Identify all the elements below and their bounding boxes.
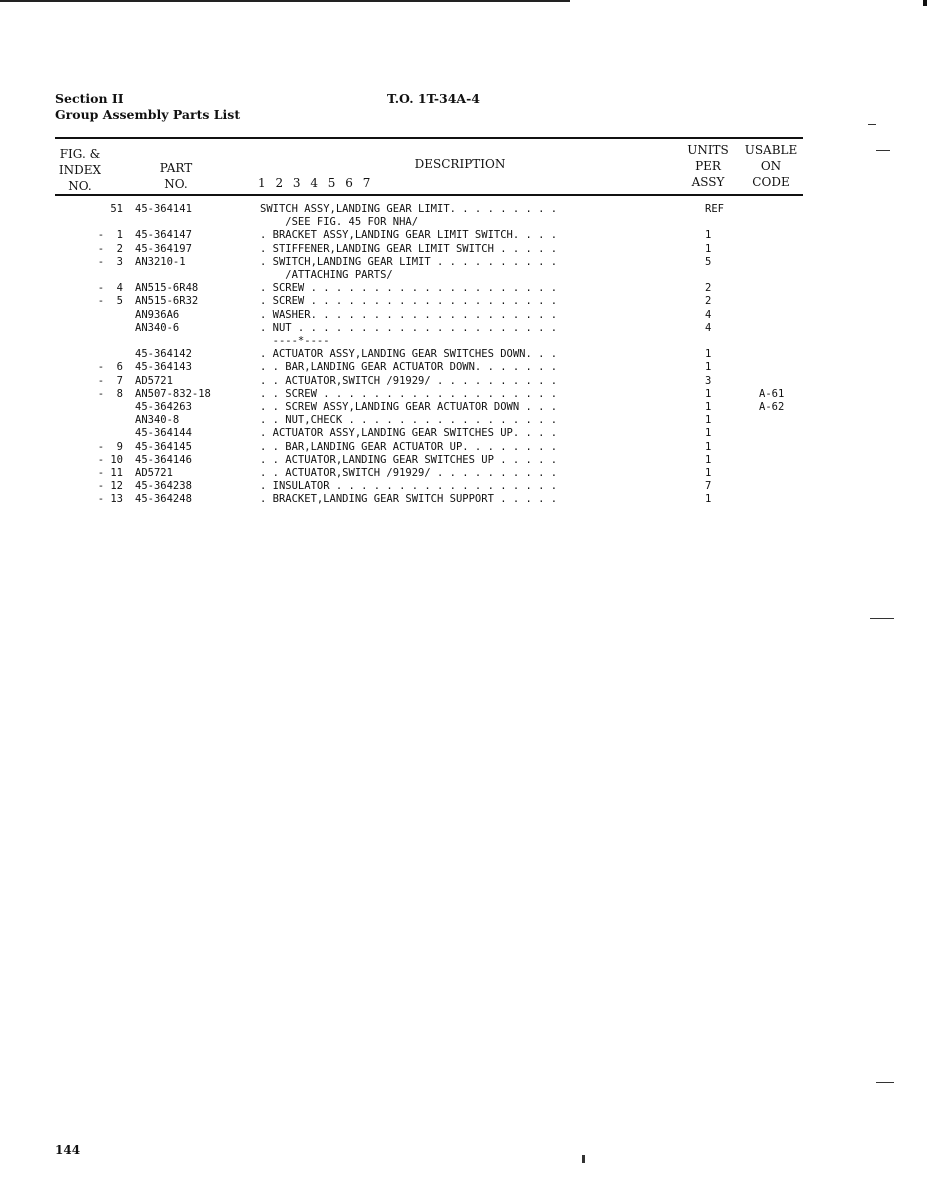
scan-mark — [868, 124, 876, 125]
column-header-line: UNITS — [687, 143, 729, 157]
description-cell: ----*---- — [260, 335, 330, 347]
description-cell: . SCREW . . . . . . . . . . . . . . . . . . . . — [260, 282, 558, 295]
header-rule-bottom — [55, 194, 803, 196]
to-number: T.O. 1T-34A-4 — [387, 91, 480, 106]
table-row — [0, 282, 927, 295]
table-row — [0, 493, 927, 506]
index-cell: - 5 — [97, 295, 123, 308]
part-number-cell: AN515-6R48 — [135, 282, 199, 295]
column-header-description: DESCRIPTION — [414, 157, 506, 171]
table-row — [0, 203, 927, 216]
column-header-line: INDEX — [58, 163, 102, 177]
table-row — [0, 467, 927, 480]
scan-mark — [876, 150, 890, 151]
part-number-cell: 45-364197 — [135, 242, 192, 255]
part-number-cell: AN340-6 — [135, 321, 180, 334]
table-row — [0, 216, 927, 229]
part-number-cell: 45-364144 — [135, 427, 192, 440]
part-number-cell: 45-364263 — [135, 401, 192, 413]
description-cell: . . SCREW ASSY,LANDING GEAR ACTUATOR DOWN . . . — [260, 401, 558, 413]
description-cell: . . ACTUATOR,LANDING GEAR SWITCHES UP . . . . . — [260, 453, 558, 466]
units-per-assy-cell: 4 — [705, 321, 712, 334]
table-row — [0, 401, 927, 414]
usable-on-code-cell: A-61 — [759, 387, 785, 400]
description-cell: . INSULATOR . . . . . . . . . . . . . . . . . . — [260, 480, 558, 493]
units-per-assy-cell: 5 — [705, 255, 712, 268]
description-cell: . . ACTUATOR,SWITCH /91929/ . . . . . . . . . . — [260, 374, 558, 387]
table-row — [0, 348, 927, 361]
table-row — [0, 441, 927, 454]
description-cell: . NUT . . . . . . . . . . . . . . . . . . . . . — [260, 321, 558, 334]
description-cell: . BRACKET,LANDING GEAR SWITCH SUPPORT . . . . . — [260, 493, 558, 506]
column-header-line: ON — [760, 159, 782, 173]
index-cell: - 6 — [97, 361, 123, 374]
column-header-fig-index — [55, 146, 105, 194]
part-number-cell: AN936A6 — [135, 308, 180, 321]
table-row — [0, 322, 927, 335]
table-row — [0, 480, 927, 493]
column-header-part — [140, 160, 212, 192]
section-subtitle: Group Assembly Parts List — [55, 107, 241, 122]
part-number-cell: 45-364248 — [135, 493, 192, 506]
part-number-cell: 45-364145 — [135, 440, 192, 453]
section-title: Section II — [55, 91, 124, 106]
units-per-assy-cell: 1 — [705, 387, 712, 400]
index-cell: - 3 — [97, 255, 123, 268]
column-header-line: NO. — [68, 179, 92, 193]
column-header-line: USABLE — [744, 143, 798, 157]
table-row — [0, 427, 927, 440]
description-cell: . SWITCH,LANDING GEAR LIMIT . . . . . . . . . . — [260, 255, 558, 268]
description-cell: /SEE FIG. 45 FOR NHA/ — [260, 216, 419, 229]
part-number-cell: 45-364238 — [135, 480, 192, 493]
units-per-assy-cell: 1 — [705, 361, 712, 374]
column-header-line: PART — [159, 161, 193, 175]
table-row — [0, 388, 927, 401]
index-cell: - 10 — [97, 453, 123, 466]
table-row — [0, 229, 927, 242]
corner-mark — [923, 0, 927, 6]
index-cell: - 11 — [97, 467, 123, 479]
table-row — [0, 414, 927, 427]
column-header-line: CODE — [752, 175, 790, 189]
part-number-cell: AN340-8 — [135, 414, 180, 427]
description-cell: . STIFFENER,LANDING GEAR LIMIT SWITCH . . . . . — [260, 242, 558, 255]
column-header-indent-levels: 1 2 3 4 5 6 7 — [258, 176, 374, 190]
index-cell: - 4 — [97, 282, 123, 295]
description-cell: . BRACKET ASSY,LANDING GEAR LIMIT SWITCH. . . . — [260, 229, 558, 242]
index-cell: - 1 — [97, 229, 123, 242]
units-per-assy-cell: 1 — [705, 467, 712, 479]
description-cell: /ATTACHING PARTS/ — [260, 269, 393, 281]
index-cell: - 7 — [97, 374, 123, 387]
description-cell: . . ACTUATOR,SWITCH /91929/ . . . . . . . . . . — [260, 467, 558, 479]
table-row — [0, 243, 927, 256]
index-cell: - 13 — [97, 493, 123, 506]
description-cell: . ACTUATOR ASSY,LANDING GEAR SWITCHES UP. . . . — [260, 427, 558, 440]
table-row — [0, 361, 927, 374]
part-number-cell: AD5721 — [135, 467, 173, 479]
scan-mark — [582, 1155, 585, 1163]
table-row — [0, 269, 927, 282]
column-header-line: FIG. & — [59, 147, 101, 161]
top-border-line — [0, 0, 570, 2]
column-header-units — [680, 142, 736, 190]
table-row — [0, 295, 927, 308]
part-number-cell: AN507-832-18 — [135, 387, 211, 400]
header-rule-top — [55, 137, 803, 139]
units-per-assy-cell: 1 — [705, 440, 712, 453]
units-per-assy-cell: 1 — [705, 401, 712, 413]
description-cell: SWITCH ASSY,LANDING GEAR LIMIT. . . . . . . . . — [260, 203, 558, 215]
units-per-assy-cell: 4 — [705, 308, 712, 321]
units-per-assy-cell: 1 — [705, 414, 712, 427]
units-per-assy-cell: 1 — [705, 493, 712, 506]
description-cell: . SCREW . . . . . . . . . . . . . . . . . . . . — [260, 295, 558, 308]
part-number-cell: 45-364142 — [135, 348, 192, 361]
table-row — [0, 335, 927, 348]
part-number-cell: 45-364143 — [135, 361, 192, 374]
units-per-assy-cell: 2 — [705, 295, 712, 308]
column-header-usable — [740, 142, 802, 190]
index-cell: - 8 — [97, 387, 123, 400]
part-number-cell: 45-364141 — [135, 203, 192, 215]
column-header-line: NO. — [164, 177, 188, 191]
description-cell: . . BAR,LANDING GEAR ACTUATOR UP. . . . . . . . — [260, 440, 558, 453]
units-per-assy-cell: 1 — [705, 348, 712, 361]
table-row — [0, 375, 927, 388]
index-cell: 51 — [110, 203, 123, 215]
units-per-assy-cell: 3 — [705, 374, 712, 387]
description-cell: . ACTUATOR ASSY,LANDING GEAR SWITCHES DOWN. . . — [260, 348, 558, 361]
column-header-line: ASSY — [691, 175, 725, 189]
table-row — [0, 309, 927, 322]
table-row — [0, 256, 927, 269]
index-cell: - 9 — [97, 440, 123, 453]
part-number-cell: 45-364146 — [135, 453, 192, 466]
index-cell: - 2 — [97, 242, 123, 255]
part-number-cell: AN3210-1 — [135, 255, 186, 268]
units-per-assy-cell: REF — [705, 203, 724, 215]
units-per-assy-cell: 2 — [705, 282, 712, 295]
table-row — [0, 454, 927, 467]
part-number-cell: AN515-6R32 — [135, 295, 199, 308]
units-per-assy-cell: 1 — [705, 453, 712, 466]
page-number: 144 — [55, 1143, 81, 1157]
column-header-line: PER — [695, 159, 721, 173]
part-number-cell: 45-364147 — [135, 229, 192, 242]
description-cell: . . NUT,CHECK . . . . . . . . . . . . . . . . . — [260, 414, 558, 427]
description-cell: . . SCREW . . . . . . . . . . . . . . . . . . . — [260, 387, 558, 400]
description-cell: . WASHER. . . . . . . . . . . . . . . . . . . . — [260, 308, 558, 321]
units-per-assy-cell: 1 — [705, 242, 712, 255]
part-number-cell: AD5721 — [135, 374, 173, 387]
index-cell: - 12 — [97, 480, 123, 493]
units-per-assy-cell: 1 — [705, 427, 712, 440]
units-per-assy-cell: 7 — [705, 480, 712, 493]
description-cell: . . BAR,LANDING GEAR ACTUATOR DOWN. . . . . . . — [260, 361, 558, 374]
scan-mark — [870, 618, 894, 619]
units-per-assy-cell: 1 — [705, 229, 712, 242]
scan-mark — [876, 1082, 894, 1083]
usable-on-code-cell: A-62 — [759, 401, 785, 413]
